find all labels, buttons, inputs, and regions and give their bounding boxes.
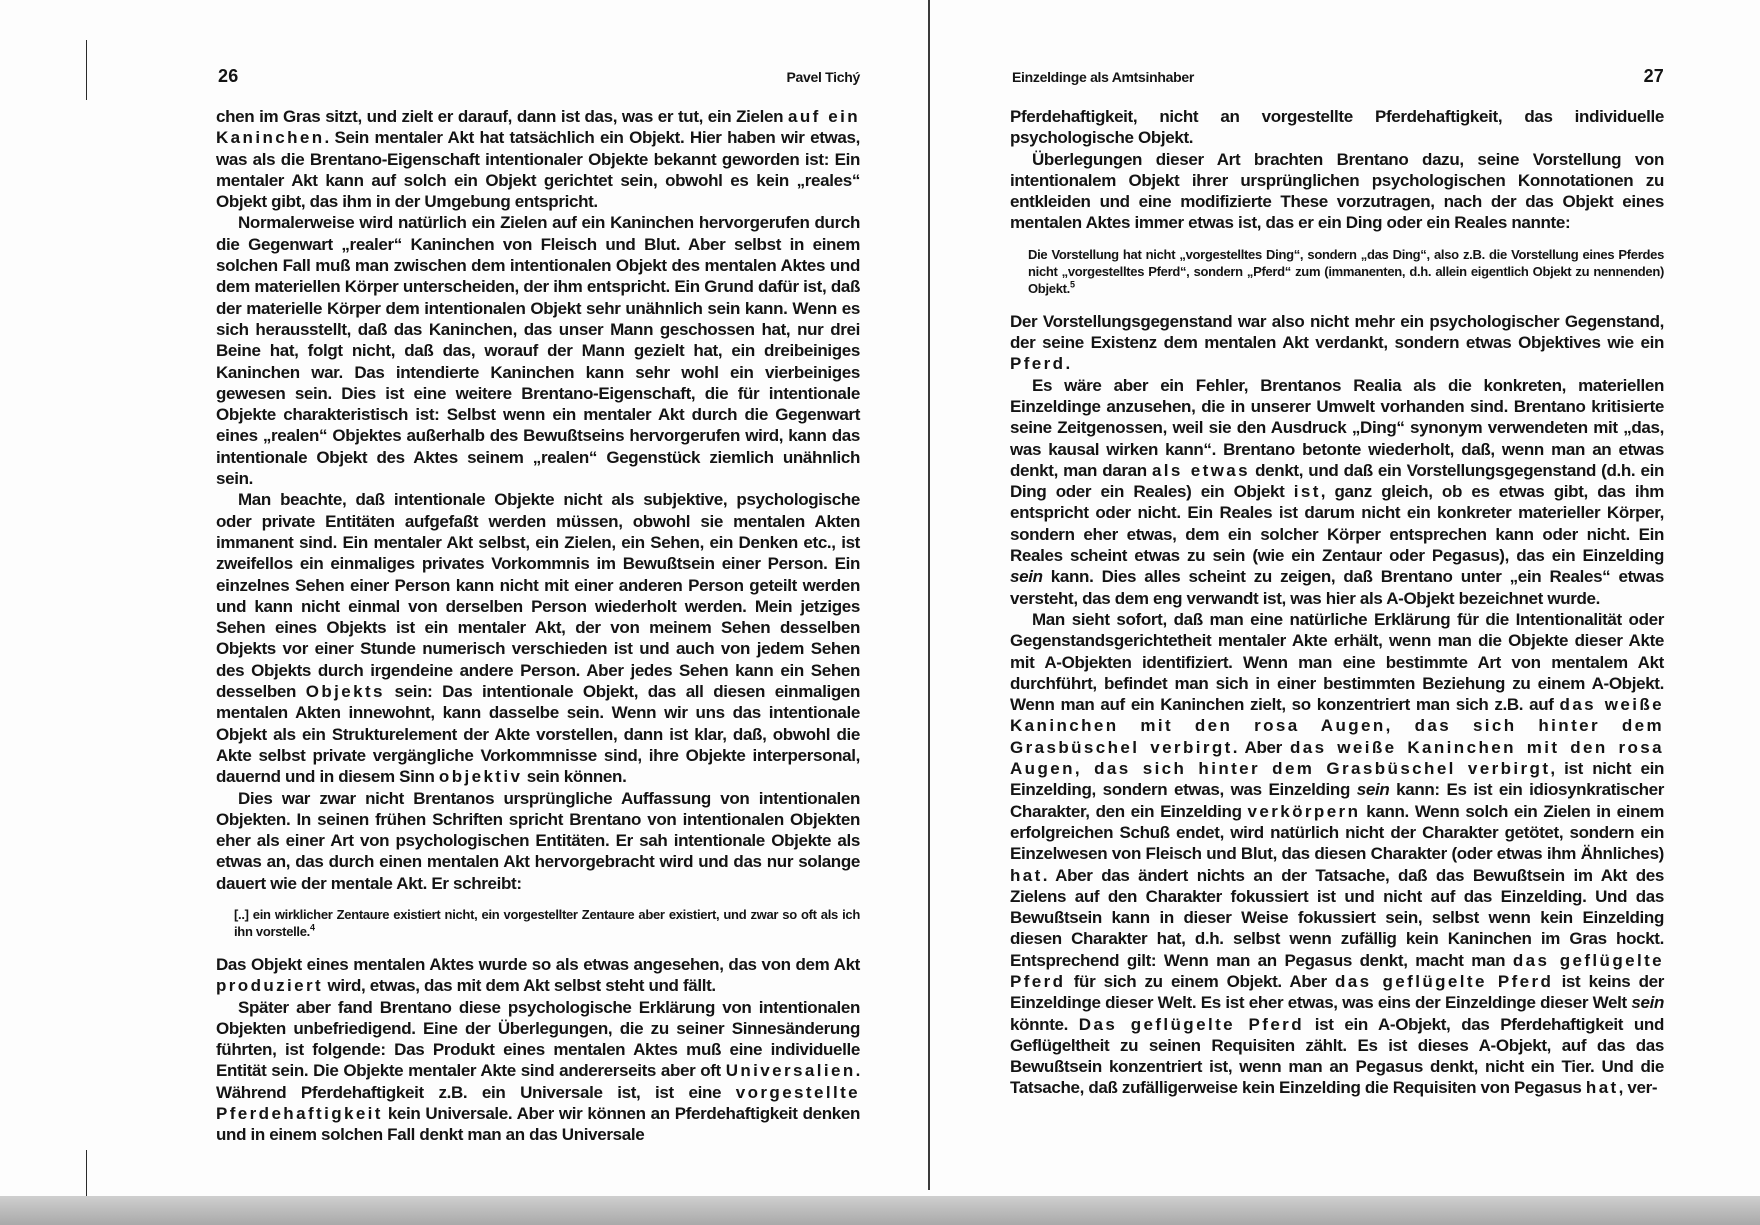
text-run: Man beachte, daß intentionale Objekte nicht als subjektive, psychologische oder private Entitäten aufgefaßt werden müssen, obwohl sie mentalen Akten immanent sind. Ein mentaler Akt selbst, ein Zielen, ein Sehen, ein Denken etc., ist zweifellos ein einmaliges privates Vorkommnis im Bewußtsein einer Person. Ein einzelnes Sehen einer Person kann nicht mit einer anderen Person geteilt werden und kann nicht einmal von derselben Person wiederholt werden. Mein jetziges Sehen eines Objekts ist ein mentaler Akt, der von meinem Sehen desselben Objekts vor einer Stunde numerisch verschieden ist und auch von jedem Sehen des Objekts durch irgendeine andere Person. Aber jedes Sehen kann ein Sehen desselben bbox=[216, 490, 860, 702]
paragraph bbox=[216, 788, 860, 894]
left-scan-edge-mark-lower bbox=[86, 1150, 87, 1198]
right-page bbox=[1010, 0, 1664, 1196]
footnote-ref: 4 bbox=[310, 922, 315, 933]
spaced-emphasis: Universalien bbox=[725, 1061, 856, 1081]
spaced-emphasis: hat bbox=[1010, 865, 1043, 885]
paragraph bbox=[216, 954, 860, 997]
text-run: kann. Dies alles scheint zu zeigen, daß Brentano unter „ein Reales“ etwas versteht, das dem eng verwandt ist, was hier als A-Objekt bezeichnet wurde. bbox=[1010, 567, 1664, 608]
text-run: . Während Pferdehaftigkeit z.B. ein Universale ist, ist eine bbox=[216, 1061, 860, 1102]
paragraph bbox=[1010, 106, 1664, 149]
text-run: [..] ein wirklicher Zentaure existiert nicht, ein vorgestellter Zentaure aber existiert, und zwar so oft als ich ihn vorstelle. bbox=[234, 906, 860, 939]
text-run: . Sein mentaler Akt hat tatsächlich ein Objekt. Hier haben wir etwas, was als die Brentano-Eigenschaft intentionaler Objekte bekannt geworden ist: Ein mentaler Akt kann auf solch ein Objekt gerichtet sein, obwohl es kein „reales“ Objekt gibt, das ihm in der Umgebung entspricht. bbox=[216, 128, 860, 212]
text-run: Die Vorstellung hat nicht „vorgestelltes Ding“, sondern „das Ding“, also z.B. die Vorstellung eines Pferdes nicht „vorgestelltes Pferd“, sondern „Pferd“ zum (immanenten, d.h. allein eigentlich Objekt zu nennenden) Objekt. bbox=[1028, 246, 1664, 296]
text-run: Später aber fand Brentano diese psychologische Erklärung von intentionalen Objekten unbefriedigend. Eine der Überlegungen, die zu seiner Sinnesänderung führten, ist folgende: Das Produkt eines mentalen Aktes muß eine individuelle Entität sein. Die Objekte mentaler Akte sind andererseits aber oft bbox=[216, 997, 860, 1081]
spaced-emphasis: Pferd bbox=[1010, 354, 1066, 374]
spaced-emphasis: verkörpern bbox=[1247, 801, 1361, 821]
text-run: kann: Es ist ein idiosynkratischer Charakter, den ein Einzelding bbox=[1010, 780, 1664, 821]
spaced-emphasis: das weiße Kaninchen mit den rosa Augen, das sich hinter dem Grasbüschel verbirgt bbox=[1010, 737, 1664, 779]
spaced-emphasis: das weiße Kaninchen mit den rosa Augen, das sich hinter dem Grasbüschel verbirgt bbox=[1010, 695, 1665, 757]
spaced-emphasis: vorgestellte Pferdehaftigkeit bbox=[216, 1082, 860, 1124]
left-scan-edge-mark bbox=[86, 40, 87, 100]
spaced-emphasis: Das geflügelte Pferd bbox=[1078, 1014, 1304, 1034]
italic-text: sein bbox=[1631, 993, 1664, 1013]
text-run: für sich zu einem Objekt. Aber bbox=[1065, 971, 1336, 991]
spaced-emphasis: das geflügelte Pferd bbox=[1335, 971, 1554, 991]
italic-text: sein bbox=[1010, 567, 1043, 587]
paragraph bbox=[216, 212, 860, 489]
text-run: denkt, und daß ein Vorstellungsgegenstand (d.h. ein Ding oder ein Reales) ein Objekt bbox=[1010, 460, 1664, 502]
spaced-emphasis: produziert bbox=[216, 976, 324, 996]
text-run: sein: Das intentionale Objekt, das all diesen einmaligen mentalen Akten innewohnt, kann dasselbe sein. Wenn wir uns das intentionale Objekt als ein Strukturelement der Akte vorstellen, dann ist klar, daß, obwohl die Akte selbst private vergängliche Vorkommnisse sind, ihre Objekte interpersonal, dauernd und in diesem Sinn bbox=[216, 682, 860, 787]
right-running-head bbox=[1010, 66, 1664, 90]
left-page-number: 26 bbox=[218, 66, 239, 86]
paragraph bbox=[216, 997, 860, 1146]
spaced-emphasis: objektiv bbox=[438, 767, 523, 787]
text-run: Normalerweise wird natürlich ein Zielen auf ein Kaninchen hervorgerufen durch die Gegenwart „realer“ Kaninchen von Fleisch und Blut. Aber selbst in einem solchen Fall muß man zwischen dem intentionalen Objekt des mentalen Aktes und dem materiellen Körper unterscheiden, der ihm entspricht. Ein Grund dafür ist, daß der materielle Körper dem intentionalen Objekt sehr unähnlich sein kann. Wenn es sich herausstellt, daß das Kaninchen, das unser Mann geschossen hat, nur drei Beine hat, folgt nicht, daß das, worauf der Mann gezielt hat, ein dreibeiniges Kaninchen war. Das intendierte Kaninchen kann sehr wohl ein vierbeiniges gewesen sein. Dies ist eine weitere Brentano-Eigenschaft, die für intentionale Objekte charakteristisch ist: Selbst wenn ein mentaler Akt durch die Gegenwart eines „realen“ Objektes außerhalb des Bewußtseins hervorgerufen wird, kann das intentionale Objekt des Aktes seinem „realen“ Gegenstück ziemlich unähnlich sein. bbox=[216, 213, 860, 489]
scanner-shadow-band bbox=[0, 1196, 1760, 1225]
right-page-body bbox=[1010, 106, 1664, 1099]
text-run: , ist nicht ein Einzelding, sondern etwas, was Einzelding bbox=[1010, 759, 1665, 800]
italic-text: sein bbox=[1356, 780, 1390, 800]
text-run: ist ein A-Objekt, das Pferdehaftigkeit und Geflügeltheit zu seinen Requisiten zählt. Es ist dieses A-Objekt, auf das das Bewußtsein konzentriert ist, wenn man an Pegasus denkt, nicht ein Tier. Und die Tatsache, daß zufälligerweise kein Einzelding die Requisiten von Pegasus bbox=[1010, 1014, 1664, 1098]
text-run: . Aber das ändert nichts an der Tatsache, daß das Bewußtsein im Akt des Zielens auf den Charakter fokussiert ist und nicht auf das Einzelding. Und das Bewußtsein kann in dieser Weise fokussiert sein, selbst wenn kein Einzelding diesen Charakter hat, d.h. selbst wenn zufällig kein Kaninchen im Gras hockt. Entsprechend gilt: Wenn man an Pegasus denkt, macht man bbox=[1010, 865, 1664, 970]
right-page-number: 27 bbox=[1643, 66, 1664, 86]
paragraph bbox=[1010, 149, 1664, 234]
spaced-emphasis: hat bbox=[1585, 1078, 1619, 1098]
book-gutter bbox=[928, 0, 930, 1190]
left-page bbox=[216, 0, 860, 1196]
spaced-emphasis: das geflügelte Pferd bbox=[1010, 950, 1665, 991]
paragraph bbox=[1010, 375, 1664, 609]
text-run: Der Vorstellungsgegenstand war also nicht mehr ein psychologischer Gegenstand, der seine Existenz dem mentalen Akt verdankt, sondern etwas Objektives wie ein bbox=[1010, 311, 1664, 353]
text-run: Man sieht sofort, daß man eine natürliche Erklärung für die Intentionalität oder Gegenstandsgerichtetheit mentaler Akte erhält, wenn man die Objekte dieser Akte mit A-Objekten identifiziert. Wenn man eine bestimmte Art von mentalem Akt durchführt, befindet man sich in einer bestimmten Beziehung zu einem A-Objekt. Wenn man auf ein Kaninchen zielt, so konzentriert man sich z.B. auf bbox=[1010, 609, 1664, 715]
paragraph bbox=[216, 106, 860, 212]
text-run: Pferdehaftigkeit, nicht an vorgestellte Pferdehaftigkeit, das individuelle psychologische Objekt. bbox=[1010, 107, 1664, 148]
paragraph bbox=[1010, 311, 1664, 375]
text-run: kann. Wenn solch ein Zielen in einem erfolgreichen Schuß endet, wird natürlich nicht der Charakter getötet, sondern ein Einzelwesen von Fleisch und Blut, das diesen Charakter (oder etwas ihm Ähnliches) bbox=[1010, 801, 1664, 864]
text-run: Dies war zwar nicht Brentanos ursprüngliche Auffassung von intentionalen Objekten. In seinen frühen Schriften spricht Brentano von intentionalen Objekten eher als einer Art von psychologischen Entitäten. Er sah intentionale Objekte als etwas an, das durch einen mentalen Akt hervorgebracht wird und das nur solange dauert wie der mentale Akt. Er schreibt: bbox=[216, 788, 860, 893]
left-running-head bbox=[216, 66, 860, 90]
left-page-body bbox=[216, 106, 860, 1146]
text-run: . Aber bbox=[1232, 737, 1290, 757]
spaced-emphasis: auf ein Kaninchen bbox=[216, 107, 860, 148]
spaced-emphasis: ist bbox=[1293, 482, 1321, 502]
left-running-head-author: Pavel Tichý bbox=[786, 69, 860, 85]
text-run: kein Universale. Aber wir können an Pferdehaftigkeit denken und in einem solchen Fall denkt man an das Universale bbox=[216, 1104, 860, 1145]
paragraph bbox=[1010, 609, 1664, 1099]
text-run: Das Objekt eines mentalen Aktes wurde so als etwas angesehen, das von dem Akt bbox=[216, 954, 860, 974]
text-run: könnte. bbox=[1010, 1014, 1079, 1034]
block-quote bbox=[234, 906, 860, 940]
paragraph bbox=[216, 489, 860, 787]
text-run: Überlegungen dieser Art brachten Brentano dazu, seine Vorstellung von intentionalem Objekt ihrer ursprünglichen psychologischen Konnotationen zu entkleiden und eine modifizierte These vorzutragen, nach der das Objekt eines mentalen Aktes immer etwas ist, das er ein Ding oder ein Reales nannte: bbox=[1010, 149, 1664, 233]
text-run: . bbox=[1065, 354, 1070, 374]
spaced-emphasis: Objekts bbox=[305, 682, 385, 702]
text-run: ist keins der Einzeldinge dieser Welt. Es ist eher etwas, was eins der Einzeldinge dieser Welt bbox=[1010, 971, 1665, 1013]
text-run: wird, etwas, das mit dem Akt selbst steht und fällt. bbox=[323, 976, 716, 996]
text-run: , ganz gleich, ob es etwas gibt, das ihm entspricht oder nicht. Ein Reales ist darum nicht ein konkreter materieller Körper, sondern eher etwas, dem ein solcher Körper entsprechen kann oder nicht. Ein Reales scheint etwas zu sein (wie ein Zentaur oder Pegasus), das ein Einzelding bbox=[1010, 482, 1664, 566]
text-run: chen im Gras sitzt, und zielt er darauf, dann ist das, was er tut, ein Zielen bbox=[216, 107, 788, 126]
text-run: , ver- bbox=[1618, 1078, 1658, 1098]
block-quote bbox=[1028, 246, 1664, 297]
footnote-ref: 5 bbox=[1069, 279, 1075, 290]
spaced-emphasis: als etwas bbox=[1151, 460, 1250, 480]
text-run: sein können. bbox=[522, 767, 627, 787]
text-run: Es wäre aber ein Fehler, Brentanos Realia als die konkreten, materiellen Einzeldinge anzusehen, die in unserer Umwelt vorhanden sind. Brentano kritisierte seine Zeitgenossen, weil sie den Ausdruck „Ding“ synonym verwendeten mit „das, was kausal wirken kann“. Brentano betonte wiederholt, daß, wenn man an etwas denkt, man daran bbox=[1010, 375, 1664, 480]
right-running-head-title: Einzeldinge als Amtsinhaber bbox=[1012, 69, 1194, 85]
